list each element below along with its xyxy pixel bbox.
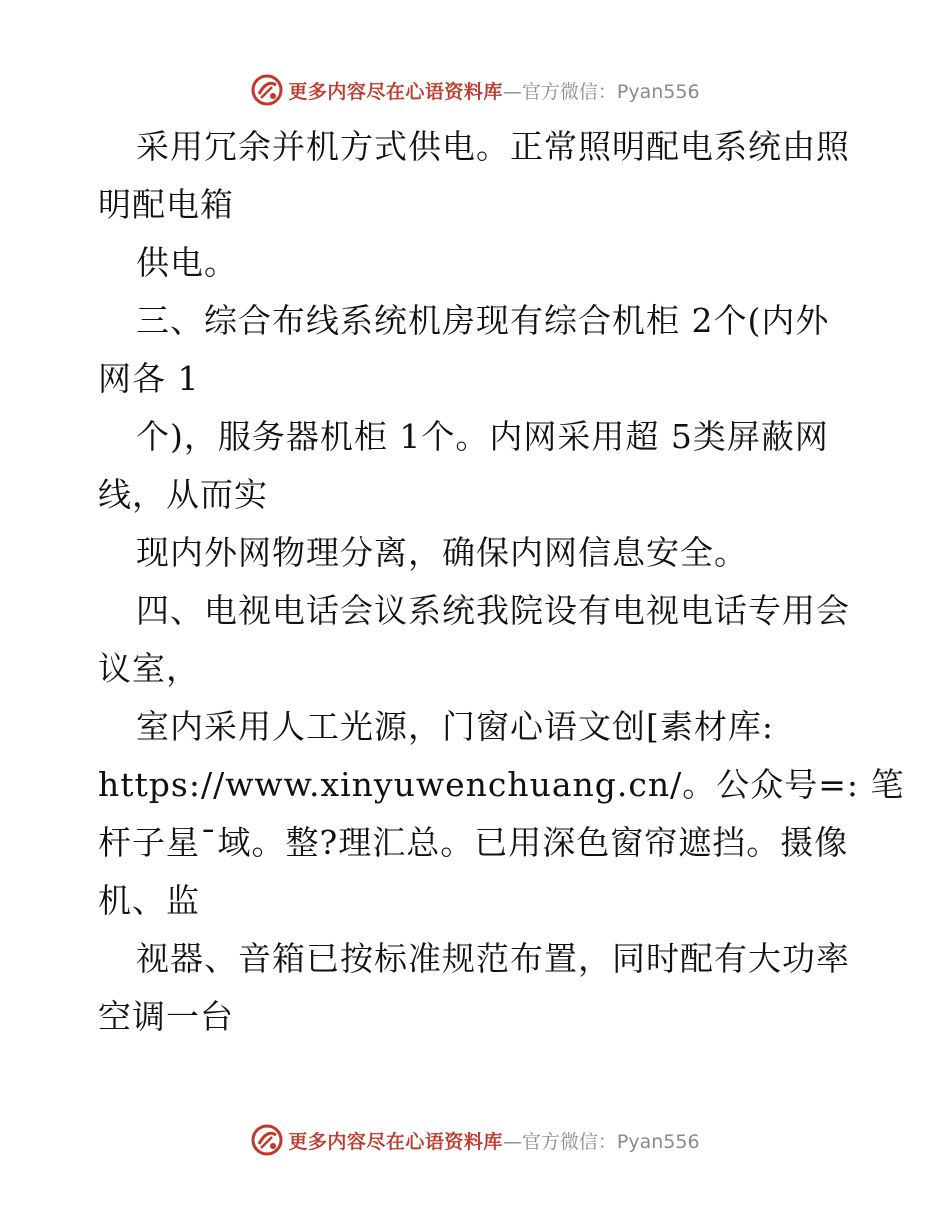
header-banner (0, 70, 950, 110)
body-line: 采用冗余并机方式供电。正常照明配电系统由照 (136, 127, 850, 166)
body-line: https://www.xinyuwenchuang.cn/。公众号=: 笔 (98, 765, 905, 804)
body-line: 线，从而实 (98, 475, 268, 514)
footer-banner (0, 1120, 950, 1160)
body-line: 杆子星¯域。整?理汇总。已用深色窗帘遮挡。摄像 (98, 823, 849, 862)
body-line: 明配电箱 (98, 185, 234, 224)
brand-logo-icon (250, 73, 284, 107)
body-line: 室内采用人工光源，门窗心语文创[素材库: (136, 707, 774, 746)
banner-sub-text: —官方微信：Pyan556 (502, 1130, 700, 1153)
brand-logo-icon (250, 1123, 284, 1157)
body-line: 供电。 (136, 243, 238, 282)
body-line: 议室， (98, 649, 200, 688)
banner-main-text: 更多内容尽在心语资料库 (288, 80, 503, 103)
body-line: 三、综合布线系统机房现有综合机柜 2个(内外 (136, 301, 830, 340)
body-line: 个)，服务器机柜 1个。内网采用超 5类屏蔽网 (136, 417, 829, 456)
banner-sub-text: —官方微信：Pyan556 (502, 80, 700, 103)
body-line: 现内外网物理分离，确保内网信息安全。 (136, 533, 748, 572)
body-line: 网各 1 (98, 359, 200, 398)
body-line: 视器、音箱已按标准规范布置，同时配有大功率 (136, 939, 850, 978)
body-line: 机、监 (98, 881, 200, 920)
banner-main-text: 更多内容尽在心语资料库 (288, 1130, 503, 1153)
body-line: 空调一台 (98, 997, 234, 1036)
document-body (98, 118, 905, 1046)
body-line: 四、电视电话会议系统我院设有电视电话专用会 (136, 591, 850, 630)
